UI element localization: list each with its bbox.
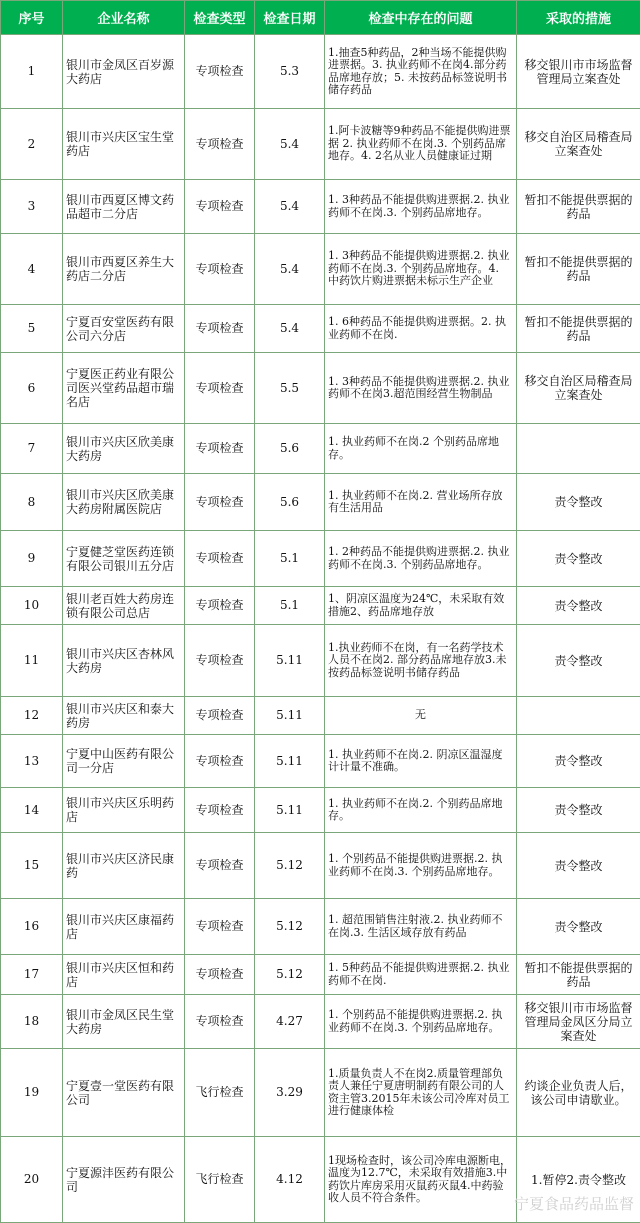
row-no: 20: [1, 1137, 63, 1223]
row-issues: 1. 2种药品不能提供购进票据.2. 执业药师不在岗.3. 个别药品席地存。: [325, 531, 517, 587]
row-issues: 1、阴凉区温度为24℃，未采取有效措施2、药品席地存放: [325, 587, 517, 625]
row-issues: 1. 执业药师不在岗.2 个别药品席地存。: [325, 424, 517, 474]
row-no: 9: [1, 531, 63, 587]
row-name: 宁夏源沣医药有限公司: [63, 1137, 185, 1223]
header-date: 检查日期: [255, 1, 325, 35]
row-measures: 约谈企业负责人后，该公司申请歇业。: [517, 1049, 640, 1137]
row-no: 19: [1, 1049, 63, 1137]
row-type: 专项检查: [185, 697, 255, 735]
row-measures: 责令整改: [517, 899, 640, 955]
row-type: 专项检查: [185, 735, 255, 788]
row-measures: 责令整改: [517, 625, 640, 697]
row-issues: 1.抽查5种药品，2种当场不能提供购进票据。3. 执业药师不在岗4.部分药品席地存放；5. 未按药品标签说明书储存药品: [325, 35, 517, 109]
watermark: 宁夏食品药品监督: [514, 1193, 634, 1214]
row-no: 3: [1, 180, 63, 234]
table-row: [1, 1049, 640, 1137]
table-row: [1, 833, 640, 899]
row-date: 5.12: [255, 833, 325, 899]
row-name: 银川市兴庆区宝生堂药店: [63, 109, 185, 180]
row-type: 专项检查: [185, 531, 255, 587]
row-issues: 1. 超范围销售注射液.2. 执业药师不在岗.3. 生活区域存放有药品: [325, 899, 517, 955]
row-name: 银川市金凤区民生堂大药房: [63, 995, 185, 1049]
row-issues: 1. 5种药品不能提供购进票据.2. 执业药师不在岗.: [325, 955, 517, 995]
row-date: 5.11: [255, 697, 325, 735]
row-measures: 责令整改: [517, 735, 640, 788]
row-type: 专项检查: [185, 995, 255, 1049]
row-type: 专项检查: [185, 424, 255, 474]
row-no: 14: [1, 788, 63, 833]
row-name: 银川市西夏区养生大药店二分店: [63, 234, 185, 305]
row-issues: 1.质量负责人不在岗2.质量管理部负责人兼任宁夏唐明制药有限公司的人资主管3.2015年未该公司冷库对员工进行健康体检: [325, 1049, 517, 1137]
row-measures: [517, 424, 640, 474]
row-measures: 责令整改: [517, 587, 640, 625]
row-name: 银川市兴庆区欣美康大药房附属医院店: [63, 474, 185, 531]
table-row: [1, 353, 640, 424]
row-name: 宁夏健芝堂医药连锁有限公司银川五分店: [63, 531, 185, 587]
row-type: 专项检查: [185, 305, 255, 353]
row-name: 宁夏壹一堂医药有限公司: [63, 1049, 185, 1137]
row-type: 专项检查: [185, 474, 255, 531]
row-name: 银川市兴庆区乐明药店: [63, 788, 185, 833]
row-issues: 1. 执业药师不在岗.2. 个别药品席地存。: [325, 788, 517, 833]
row-measures: 责令整改: [517, 531, 640, 587]
row-date: 5.4: [255, 305, 325, 353]
table-row: [1, 474, 640, 531]
table-row: [1, 625, 640, 697]
row-issues: 1. 3种药品不能提供购进票据.2. 执业药师不在岗.3. 个别药品席地存。: [325, 180, 517, 234]
row-date: 5.11: [255, 788, 325, 833]
row-no: 13: [1, 735, 63, 788]
row-name: 银川市兴庆区恒和药店: [63, 955, 185, 995]
row-date: 5.12: [255, 955, 325, 995]
table-row: [1, 955, 640, 995]
row-measures: 暂扣不能提供票据的药品: [517, 305, 640, 353]
row-issues: 1现场检查时，该公司冷库电源断电，温度为12.7℃，未采取有效措施3.中药饮片库房采用灭鼠药灭鼠4.中药验收人员不符合条件。: [325, 1137, 517, 1223]
header-name: 企业名称: [63, 1, 185, 35]
row-name: 银川市兴庆区欣美康大药房: [63, 424, 185, 474]
row-type: 专项检查: [185, 955, 255, 995]
row-no: 12: [1, 697, 63, 735]
row-date: 4.12: [255, 1137, 325, 1223]
row-issues: 1. 执业药师不在岗.2. 营业场所存放有生活用品: [325, 474, 517, 531]
row-date: 5.6: [255, 474, 325, 531]
row-date: 5.12: [255, 899, 325, 955]
row-no: 6: [1, 353, 63, 424]
row-type: 专项检查: [185, 234, 255, 305]
row-no: 10: [1, 587, 63, 625]
row-type: 专项检查: [185, 788, 255, 833]
row-type: 专项检查: [185, 180, 255, 234]
row-no: 15: [1, 833, 63, 899]
row-measures: 责令整改: [517, 788, 640, 833]
row-measures: 移交自治区局稽查局立案查处: [517, 353, 640, 424]
row-no: 1: [1, 35, 63, 109]
row-name: 宁夏医正药业有限公司医兴堂药品超市瑞名店: [63, 353, 185, 424]
row-measures: [517, 697, 640, 735]
table-row: [1, 995, 640, 1049]
table-row: [1, 587, 640, 625]
row-issues: 无: [325, 697, 517, 735]
row-date: 3.29: [255, 1049, 325, 1137]
table-row: [1, 735, 640, 788]
table-row: [1, 531, 640, 587]
row-type: 专项检查: [185, 353, 255, 424]
row-date: 5.1: [255, 531, 325, 587]
row-issues: 1. 3种药品不能提供购进票据.2. 执业药师不在岗.3. 个别药品席地存。4. 中药饮片购进票据未标示生产企业: [325, 234, 517, 305]
row-date: 5.4: [255, 180, 325, 234]
table-row: [1, 424, 640, 474]
row-no: 16: [1, 899, 63, 955]
table-row: [1, 234, 640, 305]
row-no: 17: [1, 955, 63, 995]
header-measures: 采取的措施: [517, 1, 640, 35]
row-measures: 责令整改: [517, 833, 640, 899]
row-type: 专项检查: [185, 899, 255, 955]
row-name: 银川市金凤区百岁源大药店: [63, 35, 185, 109]
header-no: 序号: [1, 1, 63, 35]
row-issues: 1. 个别药品不能提供购进票据.2. 执业药师不在岗.3. 个别药品席地存。: [325, 995, 517, 1049]
table-row: [1, 788, 640, 833]
row-type: 飞行检查: [185, 1137, 255, 1223]
row-name: 宁夏中山医药有限公司一分店: [63, 735, 185, 788]
row-date: 5.3: [255, 35, 325, 109]
row-issues: 1. 执业药师不在岗.2. 阴凉区温湿度计计量不准确。: [325, 735, 517, 788]
header-row: [1, 1, 640, 35]
row-name: 银川市西夏区博文药品超市二分店: [63, 180, 185, 234]
row-type: 专项检查: [185, 587, 255, 625]
row-no: 2: [1, 109, 63, 180]
row-name: 宁夏百安堂医药有限公司六分店: [63, 305, 185, 353]
row-no: 4: [1, 234, 63, 305]
table-row: [1, 109, 640, 180]
row-measures: 暂扣不能提供票据的药品: [517, 234, 640, 305]
row-measures: 移交银川市市场监督管理局金凤区分局立案查处: [517, 995, 640, 1049]
table-row: [1, 697, 640, 735]
row-issues: 1. 3种药品不能提供购进票据.2. 执业药师不在岗3.超范围经营生物制品: [325, 353, 517, 424]
header-issues: 检查中存在的问题: [325, 1, 517, 35]
row-date: 5.4: [255, 109, 325, 180]
row-measures: 移交自治区局稽查局立案查处: [517, 109, 640, 180]
row-issues: 1.执业药师不在岗，有一名药学技术人员不在岗2. 部分药品席地存放3.未按药品标签说明书储存药品: [325, 625, 517, 697]
row-measures: 暂扣不能提供票据的药品: [517, 955, 640, 995]
row-no: 7: [1, 424, 63, 474]
row-date: 5.11: [255, 625, 325, 697]
row-name: 银川市兴庆区杏林风大药房: [63, 625, 185, 697]
row-issues: 1. 6种药品不能提供购进票据。2. 执业药师不在岗.: [325, 305, 517, 353]
table-row: [1, 35, 640, 109]
row-type: 专项检查: [185, 109, 255, 180]
row-name: 银川市兴庆区康福药店: [63, 899, 185, 955]
row-name: 银川市兴庆区和泰大药房: [63, 697, 185, 735]
row-measures: 暂扣不能提供票据的药品: [517, 180, 640, 234]
header-type: 检查类型: [185, 1, 255, 35]
row-date: 5.1: [255, 587, 325, 625]
row-type: 专项检查: [185, 625, 255, 697]
row-no: 11: [1, 625, 63, 697]
row-date: 5.6: [255, 424, 325, 474]
table-row: [1, 899, 640, 955]
row-measures: 责令整改: [517, 474, 640, 531]
row-date: 5.5: [255, 353, 325, 424]
row-no: 8: [1, 474, 63, 531]
row-date: 4.27: [255, 995, 325, 1049]
row-date: 5.4: [255, 234, 325, 305]
row-measures: 移交银川市市场监督管理局立案查处: [517, 35, 640, 109]
row-issues: 1.阿卡波糖等9种药品不能提供购进票据 2. 执业药师不在岗.3. 个别药品席地存。4. 2名从业人员健康证过期: [325, 109, 517, 180]
row-type: 专项检查: [185, 833, 255, 899]
row-name: 银川老百姓大药房连锁有限公司总店: [63, 587, 185, 625]
row-type: 飞行检查: [185, 1049, 255, 1137]
row-date: 5.11: [255, 735, 325, 788]
row-no: 18: [1, 995, 63, 1049]
row-type: 专项检查: [185, 35, 255, 109]
row-name: 银川市兴庆区济民康药: [63, 833, 185, 899]
table-row: [1, 180, 640, 234]
row-measures: 1.暂停2.责令整改: [517, 1137, 640, 1223]
row-issues: 1. 个别药品不能提供购进票据.2. 执业药师不在岗.3. 个别药品席地存。: [325, 833, 517, 899]
row-no: 5: [1, 305, 63, 353]
table-row: [1, 305, 640, 353]
